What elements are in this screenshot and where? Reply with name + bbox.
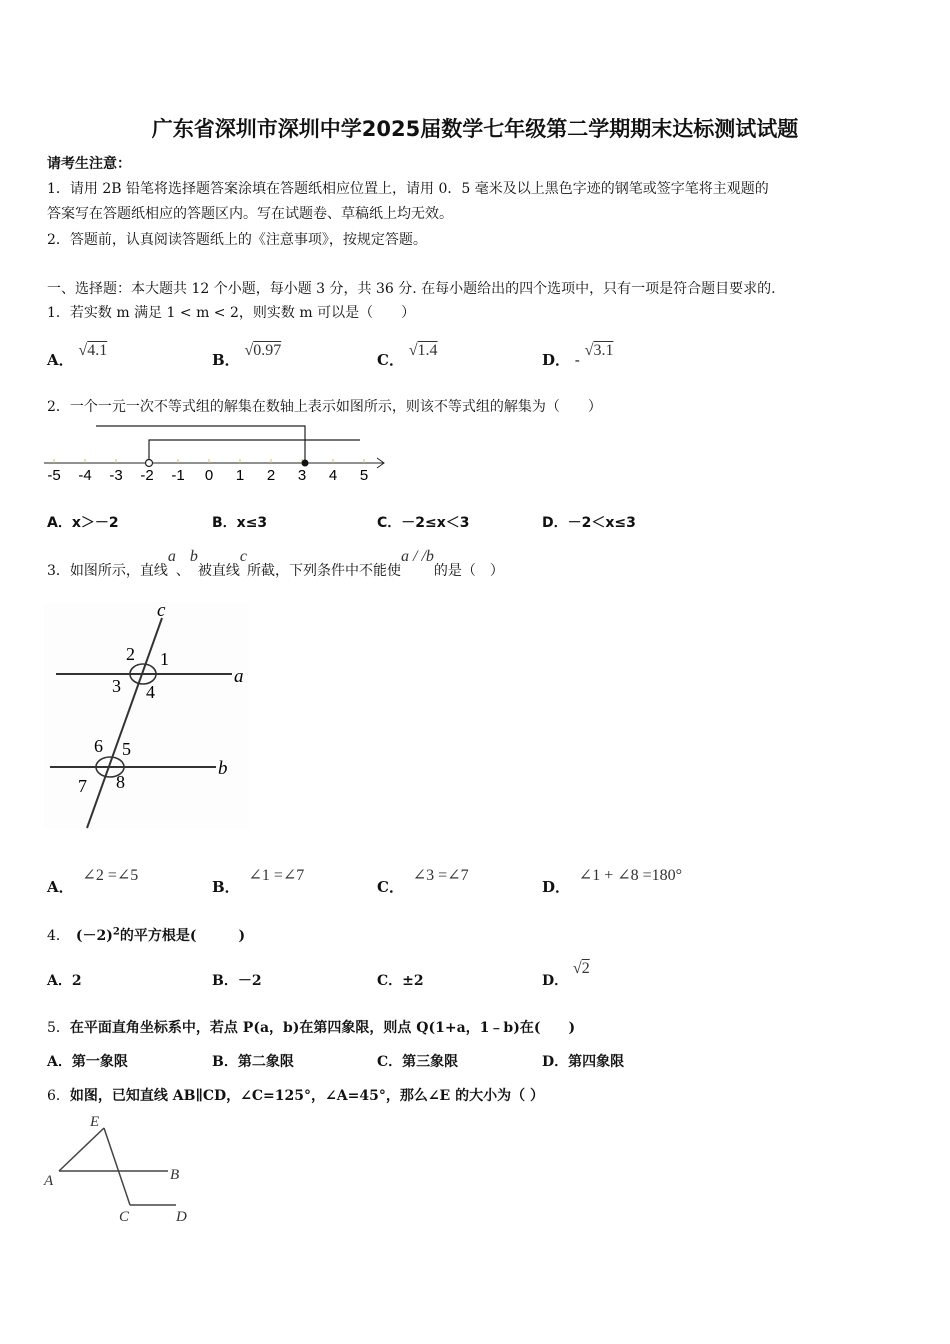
question-4: 4． $(-2)^2$的平方根是( ) bbox=[47, 926, 246, 944]
q4-option-b[interactable]: B．－2 bbox=[212, 973, 262, 989]
q1-option-b[interactable]: B． √0.97 bbox=[212, 342, 282, 369]
q1-stem: 若实数 m 满足 1 < m < 2，则实数 m 可以是（ ） bbox=[69, 305, 416, 321]
label-d: D bbox=[176, 1209, 187, 1225]
q1-option-c[interactable]: C． √1.4 bbox=[377, 342, 438, 369]
q1-number: 1． bbox=[47, 305, 70, 321]
axis-ticks bbox=[54, 459, 364, 463]
q3-option-a[interactable]: A． ∠2 =∠5 bbox=[47, 867, 139, 896]
axis-label: -5 bbox=[47, 467, 61, 484]
q2-option-a[interactable]: A．x＞－2 bbox=[47, 515, 119, 531]
question-3: 3．如图所示，直线a、b被直线c所截，下列条件中不能使a / /b的是（ ） bbox=[47, 548, 504, 579]
label-a: a bbox=[234, 666, 244, 687]
section-heading: 一、选择题：本大题共 12 个小题，每小题 3 分，共 36 分. 在每小题给出的四个选项中，只有一项是符合题目要求的. bbox=[47, 281, 776, 297]
question-2 bbox=[47, 396, 602, 416]
q4-option-c[interactable]: C．±2 bbox=[377, 973, 424, 989]
segment-ec bbox=[104, 1128, 130, 1205]
axis-label: 4 bbox=[328, 467, 338, 484]
q1-option-a[interactable]: A． √4.1 bbox=[47, 342, 108, 369]
notice-line-1b: 答案写在答题纸相应的答题区内。写在试题卷、草稿纸上均无效。 bbox=[47, 206, 453, 222]
q1-option-d[interactable]: D． - √3.1 bbox=[542, 342, 614, 369]
angle-figure bbox=[42, 1108, 202, 1228]
axis-label: 2 bbox=[266, 467, 276, 484]
axis-label: 1 bbox=[235, 467, 245, 484]
label-1: 1 bbox=[160, 649, 169, 669]
question-5: 5．在平面直角坐标系中，若点 P(a，b)在第四象限，则点 Q(1+a，1﹣b)在( ) bbox=[47, 1020, 576, 1036]
label-e: E bbox=[90, 1114, 100, 1130]
q2-option-b[interactable]: B．x≤3 bbox=[212, 515, 268, 531]
sqrt-symbol: √2 bbox=[572, 960, 590, 977]
question-1 bbox=[47, 302, 415, 322]
notice-line-1a: 1．请用 2B 铅笔将选择题答案涂填在答题纸相应位置上，请用 0．5 毫米及以上黑色字迹的钢笔或签字笔将主观题的 bbox=[47, 181, 769, 197]
q2-option-d[interactable]: D．－2＜x≤3 bbox=[542, 515, 636, 531]
notice-heading: 请考生注意： bbox=[47, 156, 131, 172]
sqrt-symbol: √3.1 bbox=[584, 342, 614, 359]
label-5: 5 bbox=[122, 739, 131, 759]
axis-label: -4 bbox=[78, 467, 92, 484]
label-b: B bbox=[170, 1167, 180, 1183]
q5-option-d[interactable]: D．第四象限 bbox=[542, 1054, 625, 1070]
q5-option-b[interactable]: B．第二象限 bbox=[212, 1054, 294, 1070]
q3-option-d[interactable]: D． ∠1 + ∠8 =180° bbox=[542, 867, 683, 896]
label-c: c bbox=[157, 602, 166, 621]
label-4: 4 bbox=[146, 682, 155, 702]
label-b: b bbox=[218, 758, 228, 779]
label-3: 3 bbox=[112, 676, 121, 696]
closed-point-3 bbox=[302, 460, 309, 467]
label-8: 8 bbox=[116, 772, 125, 792]
q2-number: 2． bbox=[47, 399, 70, 415]
sqrt-symbol: √4.1 bbox=[78, 342, 108, 359]
label-6: 6 bbox=[94, 736, 103, 756]
bracket-gt-minus-2 bbox=[149, 440, 360, 463]
q3-option-b[interactable]: B． ∠1 =∠7 bbox=[212, 867, 305, 896]
label-7: 7 bbox=[78, 776, 87, 796]
page-title: 广东省深圳市深圳中学2025届数学七年级第二学期期末达标测试试题 bbox=[151, 117, 799, 141]
axis-label: -2 bbox=[140, 467, 154, 484]
figure-background bbox=[44, 602, 249, 830]
q5-option-a[interactable]: A．第一象限 bbox=[47, 1054, 128, 1070]
number-line-figure bbox=[44, 422, 389, 484]
axis-label: 3 bbox=[297, 467, 307, 484]
q3-option-c[interactable]: C． ∠3 =∠7 bbox=[377, 867, 469, 896]
label-c: C bbox=[119, 1209, 130, 1225]
notice-line-2: 2．答题前，认真阅读答题纸上的《注意事项》，按规定答题。 bbox=[47, 232, 427, 248]
label-2: 2 bbox=[126, 644, 135, 664]
axis-label: 0 bbox=[204, 467, 214, 484]
q4-option-a[interactable]: A．2 bbox=[47, 973, 82, 989]
sqrt-symbol: √1.4 bbox=[408, 342, 438, 359]
label-a: A bbox=[44, 1173, 54, 1189]
axis-label: -3 bbox=[109, 467, 123, 484]
sqrt-symbol: √0.97 bbox=[244, 342, 282, 359]
question-6: 6．如图，已知直线 AB∥CD，∠C=125°，∠A=45°，那么∠E 的大小为（ ） bbox=[47, 1088, 544, 1104]
bracket-le-3 bbox=[96, 426, 305, 463]
axis-label: 5 bbox=[359, 467, 369, 484]
segment-ae bbox=[59, 1128, 104, 1171]
q2-stem: 一个一元一次不等式组的解集在数轴上表示如图所示，则该不等式组的解集为（ ） bbox=[69, 399, 602, 415]
open-point-minus-2 bbox=[146, 460, 153, 467]
q2-option-c[interactable]: C．－2≤x＜3 bbox=[377, 515, 470, 531]
parallel-lines-figure bbox=[44, 602, 254, 834]
q4-option-d[interactable]: D． √2 bbox=[542, 960, 590, 989]
axis-label: -1 bbox=[171, 467, 185, 484]
q5-option-c[interactable]: C．第三象限 bbox=[377, 1054, 459, 1070]
